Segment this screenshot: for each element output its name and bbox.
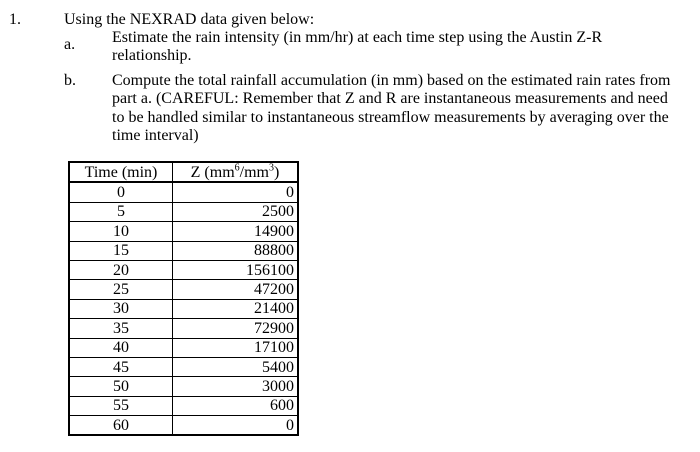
table-row — [69, 241, 298, 260]
time-cell: 40 — [69, 338, 173, 357]
time-cell: 20 — [69, 260, 173, 279]
time-cell: 55 — [69, 396, 173, 415]
question-number: 1. — [9, 11, 21, 28]
time-cell: 30 — [69, 299, 173, 318]
z-cell: 3000 — [173, 377, 299, 396]
z-cell: 14900 — [173, 222, 299, 241]
time-cell: 10 — [69, 222, 173, 241]
z-cell: 5400 — [173, 357, 299, 376]
table-row — [69, 357, 298, 376]
z-header-exponent-3: 3 — [269, 162, 274, 174]
table-row — [69, 338, 298, 357]
table-row — [69, 396, 298, 415]
z-cell: 2500 — [173, 202, 299, 221]
table-row — [69, 416, 298, 436]
z-header-suffix: ) — [274, 163, 280, 181]
z-cell: 88800 — [173, 241, 299, 260]
question-intro: Using the NEXRAD data given below: — [64, 11, 315, 28]
table-row — [69, 202, 298, 221]
z-header-prefix: Z (mm — [190, 163, 235, 181]
nexrad-data-table — [68, 161, 299, 436]
z-header-mid: /mm — [239, 163, 269, 181]
table-row — [69, 299, 298, 318]
time-cell: 45 — [69, 357, 173, 376]
table-header-row — [69, 162, 298, 182]
time-cell: 5 — [69, 202, 173, 221]
z-cell: 156100 — [173, 260, 299, 279]
z-cell: 21400 — [173, 299, 299, 318]
table-row — [69, 222, 298, 241]
part-b-marker: b. — [64, 72, 76, 89]
part-b-text: Compute the total rainfall accumulation (in mm) based on the estimated rain rates from part a. (CAREFUL: Remember that Z and R are instantaneous measurements and need to be handled similar to instantaneous streamflow measurements by averaging over the time interval) — [112, 72, 671, 145]
z-cell: 600 — [173, 396, 299, 415]
part-a-text: Estimate the rain intensity (in mm/hr) at each time step using the Austin Z-R relationship. — [112, 29, 603, 65]
z-cell: 0 — [173, 416, 299, 436]
z-cell: 0 — [173, 182, 299, 202]
z-cell: 47200 — [173, 280, 299, 299]
table-row — [69, 377, 298, 396]
z-header-exponent-6: 6 — [234, 162, 240, 174]
time-cell: 0 — [69, 182, 173, 202]
time-cell: 50 — [69, 377, 173, 396]
z-cell: 72900 — [173, 319, 299, 338]
time-cell: 35 — [69, 319, 173, 338]
z-cell: 17100 — [173, 338, 299, 357]
part-a-marker: a. — [64, 36, 76, 53]
table-row — [69, 182, 298, 202]
time-cell: 25 — [69, 280, 173, 299]
table-row — [69, 319, 298, 338]
time-column-header: Time (min) — [69, 162, 173, 182]
time-cell: 15 — [69, 241, 173, 260]
time-cell: 60 — [69, 416, 173, 436]
table-row — [69, 260, 298, 279]
table-row — [69, 280, 298, 299]
z-column-header — [173, 162, 299, 182]
